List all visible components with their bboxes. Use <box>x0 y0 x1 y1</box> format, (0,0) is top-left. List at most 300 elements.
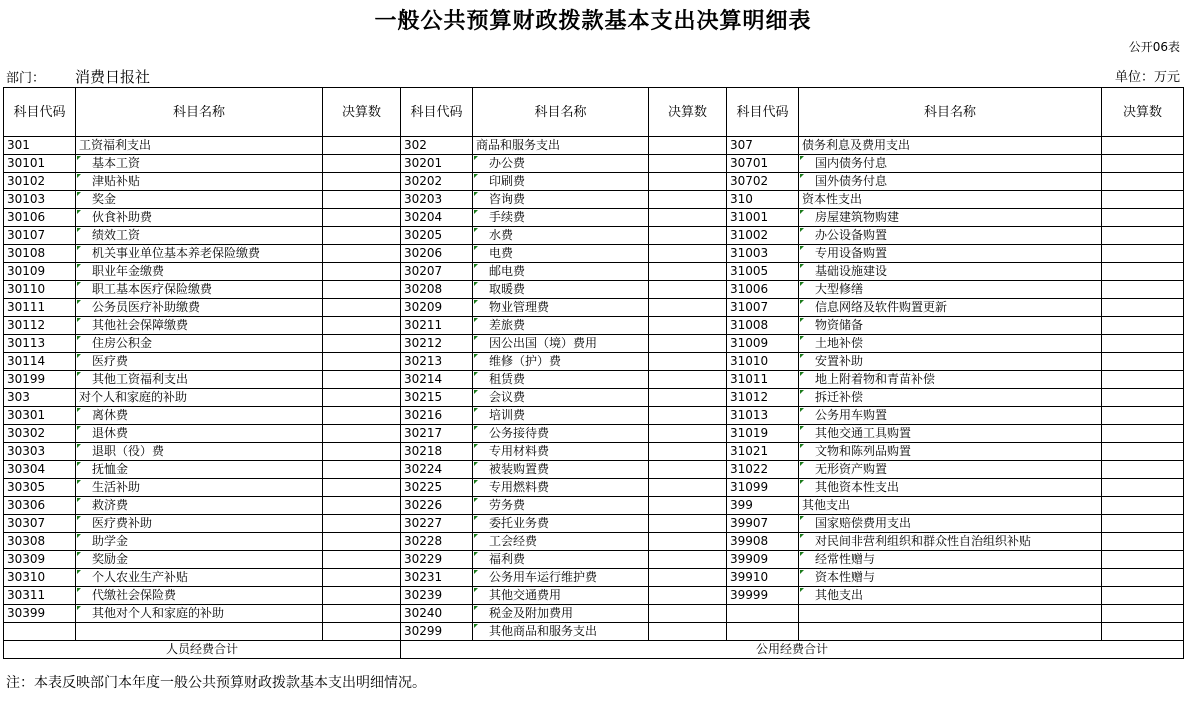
table-row <box>4 497 1184 515</box>
subject-name-cell: 其他交通工具购置 <box>799 425 1102 443</box>
final-amount-cell <box>1102 191 1184 209</box>
final-amount-cell <box>649 605 727 623</box>
subject-name-cell <box>799 623 1102 641</box>
table-row <box>4 569 1184 587</box>
subject-name-cell: 商品和服务支出 <box>473 137 649 155</box>
table-row <box>4 245 1184 263</box>
final-amount-cell <box>323 425 401 443</box>
final-amount-cell <box>649 137 727 155</box>
final-amount-cell <box>649 407 727 425</box>
final-amount-cell <box>1102 353 1184 371</box>
totals-row <box>4 641 1184 659</box>
table-row <box>4 515 1184 533</box>
table-row <box>4 353 1184 371</box>
subject-name-cell: 救济费 <box>76 497 323 515</box>
subject-name-cell: 抚恤金 <box>76 461 323 479</box>
subject-name-cell: 专用设备购置 <box>799 245 1102 263</box>
final-amount-cell <box>323 461 401 479</box>
subject-name-cell: 公务用车购置 <box>799 407 1102 425</box>
subject-name-cell: 工资福利支出 <box>76 137 323 155</box>
table-row <box>4 173 1184 191</box>
table-row <box>4 425 1184 443</box>
subject-name-cell: 文物和陈列品购置 <box>799 443 1102 461</box>
table-row <box>4 389 1184 407</box>
table-row <box>4 263 1184 281</box>
subject-name-cell: 其他支出 <box>799 497 1102 515</box>
final-amount-cell <box>323 353 401 371</box>
subject-name-cell: 住房公积金 <box>76 335 323 353</box>
subject-code-cell: 30113 <box>4 335 76 353</box>
subject-code-cell: 30202 <box>401 173 473 191</box>
subject-name-cell: 医疗费补助 <box>76 515 323 533</box>
subject-code-cell: 39908 <box>727 533 799 551</box>
subject-name-cell: 物业管理费 <box>473 299 649 317</box>
subject-code-cell: 30112 <box>4 317 76 335</box>
final-amount-cell <box>1102 245 1184 263</box>
subject-code-cell: 30208 <box>401 281 473 299</box>
column-header: 科目代码 <box>4 88 76 137</box>
subject-name-cell: 咨询费 <box>473 191 649 209</box>
final-amount-cell <box>323 371 401 389</box>
subject-name-cell: 公务接待费 <box>473 425 649 443</box>
table-row <box>4 209 1184 227</box>
subject-code-cell: 30109 <box>4 263 76 281</box>
subject-code-cell: 30101 <box>4 155 76 173</box>
column-header: 科目名称 <box>799 88 1102 137</box>
subject-name-cell <box>799 605 1102 623</box>
subject-code-cell: 30229 <box>401 551 473 569</box>
subject-name-cell: 邮电费 <box>473 263 649 281</box>
column-header: 科目代码 <box>401 88 473 137</box>
final-amount-cell <box>1102 137 1184 155</box>
subject-name-cell: 公务用车运行维护费 <box>473 569 649 587</box>
final-amount-cell <box>1102 533 1184 551</box>
table-row <box>4 551 1184 569</box>
final-amount-cell <box>1102 371 1184 389</box>
final-amount-cell <box>1102 605 1184 623</box>
subject-name-cell: 维修（护）费 <box>473 353 649 371</box>
final-amount-cell <box>1102 479 1184 497</box>
unit-label: 单位：万元 <box>1114 70 1180 85</box>
subject-code-cell: 31008 <box>727 317 799 335</box>
subject-code-cell: 30311 <box>4 587 76 605</box>
subject-code-cell: 30239 <box>401 587 473 605</box>
final-amount-cell <box>649 155 727 173</box>
table-row <box>4 605 1184 623</box>
final-amount-cell <box>323 227 401 245</box>
final-amount-cell <box>323 497 401 515</box>
subject-code-cell: 302 <box>401 137 473 155</box>
final-amount-cell <box>323 605 401 623</box>
subject-name-cell: 基本工资 <box>76 155 323 173</box>
subject-name-cell: 债务利息及费用支出 <box>799 137 1102 155</box>
final-amount-cell <box>649 371 727 389</box>
department-name: 消费日报社 <box>75 68 151 86</box>
subject-name-cell: 绩效工资 <box>76 227 323 245</box>
subject-code-cell: 30305 <box>4 479 76 497</box>
final-amount-cell <box>649 425 727 443</box>
final-amount-cell <box>1102 461 1184 479</box>
department-label: 部门： <box>6 71 46 86</box>
final-amount-cell <box>649 587 727 605</box>
subject-name-cell: 其他资本性支出 <box>799 479 1102 497</box>
final-amount-cell <box>1102 569 1184 587</box>
subject-name-cell: 无形资产购置 <box>799 461 1102 479</box>
final-amount-cell <box>1102 587 1184 605</box>
subject-code-cell: 31003 <box>727 245 799 263</box>
subject-name-cell: 奖金 <box>76 191 323 209</box>
table-row <box>4 587 1184 605</box>
header-row <box>4 88 1184 137</box>
column-header: 科目代码 <box>727 88 799 137</box>
subject-code-cell: 31001 <box>727 209 799 227</box>
subject-code-cell <box>4 623 76 641</box>
subject-name-cell: 福利费 <box>473 551 649 569</box>
final-amount-cell <box>323 623 401 641</box>
subject-name-cell: 水费 <box>473 227 649 245</box>
final-amount-cell <box>649 299 727 317</box>
column-header: 科目名称 <box>76 88 323 137</box>
final-amount-cell <box>1102 227 1184 245</box>
subject-name-cell: 租赁费 <box>473 371 649 389</box>
final-amount-cell <box>323 533 401 551</box>
subject-code-cell: 30108 <box>4 245 76 263</box>
subject-code-cell: 31099 <box>727 479 799 497</box>
subject-name-cell: 培训费 <box>473 407 649 425</box>
final-amount-cell <box>323 389 401 407</box>
subject-name-cell: 经常性赠与 <box>799 551 1102 569</box>
final-amount-cell <box>323 155 401 173</box>
final-amount-cell <box>323 209 401 227</box>
table-row <box>4 479 1184 497</box>
subject-code-cell: 30228 <box>401 533 473 551</box>
subject-name-cell: 税金及附加费用 <box>473 605 649 623</box>
subject-code-cell: 39909 <box>727 551 799 569</box>
subject-name-cell: 对个人和家庭的补助 <box>76 389 323 407</box>
subject-name-cell: 其他交通费用 <box>473 587 649 605</box>
final-amount-cell <box>1102 551 1184 569</box>
final-amount-cell <box>323 137 401 155</box>
subject-name-cell: 办公设备购置 <box>799 227 1102 245</box>
subject-code-cell: 307 <box>727 137 799 155</box>
subject-code-cell: 31019 <box>727 425 799 443</box>
subject-code-cell: 30102 <box>4 173 76 191</box>
department-info <box>6 66 150 87</box>
table-row <box>4 227 1184 245</box>
table-code: 公开06表 <box>1128 40 1180 54</box>
subject-code-cell: 30205 <box>401 227 473 245</box>
subject-code-cell: 30307 <box>4 515 76 533</box>
subject-code-cell: 30308 <box>4 533 76 551</box>
subject-code-cell: 30299 <box>401 623 473 641</box>
final-amount-cell <box>649 515 727 533</box>
expenditure-table <box>3 87 1184 659</box>
final-amount-cell <box>323 173 401 191</box>
final-amount-cell <box>649 227 727 245</box>
subject-code-cell: 31011 <box>727 371 799 389</box>
final-amount-cell <box>649 461 727 479</box>
subject-code-cell: 30310 <box>4 569 76 587</box>
page-title: 一般公共预算财政拨款基本支出决算明细表 <box>374 9 812 34</box>
subject-name-cell: 信息网络及软件购置更新 <box>799 299 1102 317</box>
final-amount-cell <box>649 335 727 353</box>
final-amount-cell <box>323 515 401 533</box>
final-amount-cell <box>649 389 727 407</box>
column-header: 决算数 <box>1102 88 1184 137</box>
subject-name-cell: 房屋建筑物购建 <box>799 209 1102 227</box>
subject-code-cell: 30211 <box>401 317 473 335</box>
subject-code-cell: 30110 <box>4 281 76 299</box>
subject-code-cell: 30203 <box>401 191 473 209</box>
final-amount-cell <box>1102 335 1184 353</box>
subject-name-cell: 工会经费 <box>473 533 649 551</box>
subject-name-cell: 办公费 <box>473 155 649 173</box>
subject-name-cell: 医疗费 <box>76 353 323 371</box>
final-amount-cell <box>323 551 401 569</box>
subject-code-cell: 31022 <box>727 461 799 479</box>
subject-name-cell: 国内债务付息 <box>799 155 1102 173</box>
subject-name-cell <box>76 623 323 641</box>
final-amount-cell <box>323 443 401 461</box>
subject-name-cell: 资本性赠与 <box>799 569 1102 587</box>
subject-name-cell: 其他社会保障缴费 <box>76 317 323 335</box>
subject-name-cell: 基础设施建设 <box>799 263 1102 281</box>
subject-name-cell: 安置补助 <box>799 353 1102 371</box>
subject-code-cell: 30206 <box>401 245 473 263</box>
subject-name-cell: 手续费 <box>473 209 649 227</box>
subject-code-cell: 30217 <box>401 425 473 443</box>
subject-name-cell: 奖励金 <box>76 551 323 569</box>
subject-name-cell: 因公出国（境）费用 <box>473 335 649 353</box>
final-amount-cell <box>1102 497 1184 515</box>
table-row <box>4 533 1184 551</box>
subject-name-cell: 退休费 <box>76 425 323 443</box>
subject-name-cell: 个人农业生产补贴 <box>76 569 323 587</box>
subject-code-cell: 31021 <box>727 443 799 461</box>
final-amount-cell <box>1102 209 1184 227</box>
subject-code-cell: 30304 <box>4 461 76 479</box>
subject-code-cell: 30240 <box>401 605 473 623</box>
subject-code-cell: 30111 <box>4 299 76 317</box>
subject-name-cell: 津贴补贴 <box>76 173 323 191</box>
subject-name-cell: 被装购置费 <box>473 461 649 479</box>
subject-code-cell: 30218 <box>401 443 473 461</box>
subject-code-cell: 30204 <box>401 209 473 227</box>
final-amount-cell <box>323 263 401 281</box>
subject-code-cell: 39907 <box>727 515 799 533</box>
final-amount-cell <box>649 281 727 299</box>
subject-name-cell: 其他支出 <box>799 587 1102 605</box>
final-amount-cell <box>649 533 727 551</box>
subject-code-cell: 30212 <box>401 335 473 353</box>
table-row <box>4 191 1184 209</box>
column-header: 决算数 <box>323 88 401 137</box>
subject-name-cell: 国外债务付息 <box>799 173 1102 191</box>
subject-code-cell: 30216 <box>401 407 473 425</box>
final-amount-cell <box>1102 155 1184 173</box>
subject-code-cell: 30309 <box>4 551 76 569</box>
table-row <box>4 281 1184 299</box>
subject-code-cell: 39910 <box>727 569 799 587</box>
final-amount-cell <box>649 245 727 263</box>
subject-code-cell: 31013 <box>727 407 799 425</box>
final-amount-cell <box>1102 515 1184 533</box>
subject-code-cell: 30201 <box>401 155 473 173</box>
table-row <box>4 137 1184 155</box>
table-row <box>4 317 1184 335</box>
subject-code-cell: 30207 <box>401 263 473 281</box>
final-amount-cell <box>323 569 401 587</box>
table-row <box>4 299 1184 317</box>
subject-code-cell: 30209 <box>401 299 473 317</box>
subject-code-cell <box>727 605 799 623</box>
subject-name-cell: 劳务费 <box>473 497 649 515</box>
table-row <box>4 155 1184 173</box>
subject-name-cell: 差旅费 <box>473 317 649 335</box>
subject-name-cell: 国家赔偿费用支出 <box>799 515 1102 533</box>
subject-code-cell: 30231 <box>401 569 473 587</box>
subject-name-cell: 代缴社会保险费 <box>76 587 323 605</box>
subject-code-cell: 31012 <box>727 389 799 407</box>
subject-name-cell: 助学金 <box>76 533 323 551</box>
table-row <box>4 371 1184 389</box>
final-amount-cell <box>323 191 401 209</box>
subject-code-cell: 30114 <box>4 353 76 371</box>
subject-code-cell: 30199 <box>4 371 76 389</box>
final-amount-cell <box>1102 299 1184 317</box>
subject-code-cell: 30107 <box>4 227 76 245</box>
subject-name-cell: 电费 <box>473 245 649 263</box>
subject-name-cell: 会议费 <box>473 389 649 407</box>
subject-name-cell: 专用材料费 <box>473 443 649 461</box>
subject-code-cell: 39999 <box>727 587 799 605</box>
personnel-total-label: 人员经费合计 <box>4 641 401 659</box>
final-amount-cell <box>649 443 727 461</box>
subject-name-cell: 生活补助 <box>76 479 323 497</box>
subject-code-cell: 31010 <box>727 353 799 371</box>
subject-code-cell: 30701 <box>727 155 799 173</box>
subject-name-cell: 其他工资福利支出 <box>76 371 323 389</box>
subject-code-cell: 303 <box>4 389 76 407</box>
subject-name-cell: 对民间非营利组织和群众性自治组织补贴 <box>799 533 1102 551</box>
subject-code-cell: 31002 <box>727 227 799 245</box>
subject-name-cell: 委托业务费 <box>473 515 649 533</box>
final-amount-cell <box>323 335 401 353</box>
subject-name-cell: 印刷费 <box>473 173 649 191</box>
subject-name-cell: 拆迁补偿 <box>799 389 1102 407</box>
final-amount-cell <box>1102 281 1184 299</box>
subject-name-cell: 大型修缮 <box>799 281 1102 299</box>
subject-name-cell: 伙食补助费 <box>76 209 323 227</box>
subject-code-cell: 30301 <box>4 407 76 425</box>
table-body <box>4 137 1184 641</box>
subject-name-cell: 取暖费 <box>473 281 649 299</box>
subject-code-cell <box>727 623 799 641</box>
subject-code-cell: 30215 <box>401 389 473 407</box>
subject-name-cell: 资本性支出 <box>799 191 1102 209</box>
subject-name-cell: 职业年金缴费 <box>76 263 323 281</box>
subject-code-cell: 30106 <box>4 209 76 227</box>
subject-code-cell: 30214 <box>401 371 473 389</box>
final-amount-cell <box>649 173 727 191</box>
final-amount-cell <box>323 281 401 299</box>
final-amount-cell <box>1102 317 1184 335</box>
final-amount-cell <box>323 317 401 335</box>
subject-name-cell: 其他商品和服务支出 <box>473 623 649 641</box>
final-amount-cell <box>1102 263 1184 281</box>
final-amount-cell <box>649 353 727 371</box>
public-total-label: 公用经费合计 <box>401 641 1184 659</box>
final-amount-cell <box>649 209 727 227</box>
subject-code-cell: 30302 <box>4 425 76 443</box>
final-amount-cell <box>649 263 727 281</box>
subject-code-cell: 30103 <box>4 191 76 209</box>
final-amount-cell <box>649 551 727 569</box>
subject-name-cell: 职工基本医疗保险缴费 <box>76 281 323 299</box>
final-amount-cell <box>1102 623 1184 641</box>
subject-code-cell: 30226 <box>401 497 473 515</box>
subject-name-cell: 公务员医疗补助缴费 <box>76 299 323 317</box>
final-amount-cell <box>323 407 401 425</box>
table-row <box>4 407 1184 425</box>
subject-code-cell: 30225 <box>401 479 473 497</box>
final-amount-cell <box>323 245 401 263</box>
subject-name-cell: 机关事业单位基本养老保险缴费 <box>76 245 323 263</box>
subject-code-cell: 310 <box>727 191 799 209</box>
final-amount-cell <box>1102 425 1184 443</box>
final-amount-cell <box>649 497 727 515</box>
subject-code-cell: 30306 <box>4 497 76 515</box>
final-amount-cell <box>649 623 727 641</box>
subject-code-cell: 30303 <box>4 443 76 461</box>
table-row <box>4 443 1184 461</box>
final-amount-cell <box>1102 173 1184 191</box>
subject-code-cell: 30399 <box>4 605 76 623</box>
table-row <box>4 623 1184 641</box>
final-amount-cell <box>1102 407 1184 425</box>
subject-code-cell: 31005 <box>727 263 799 281</box>
subject-code-cell: 30227 <box>401 515 473 533</box>
subject-code-cell: 30224 <box>401 461 473 479</box>
final-amount-cell <box>649 317 727 335</box>
subject-code-cell: 31009 <box>727 335 799 353</box>
subject-name-cell: 物资储备 <box>799 317 1102 335</box>
subject-name-cell: 离休费 <box>76 407 323 425</box>
final-amount-cell <box>323 587 401 605</box>
column-header: 决算数 <box>649 88 727 137</box>
subject-code-cell: 399 <box>727 497 799 515</box>
final-amount-cell <box>1102 443 1184 461</box>
final-amount-cell <box>649 191 727 209</box>
final-amount-cell <box>649 569 727 587</box>
table-row <box>4 461 1184 479</box>
footnote: 注：本表反映部门本年度一般公共预算财政拨款基本支出明细情况。 <box>6 675 426 691</box>
column-header: 科目名称 <box>473 88 649 137</box>
subject-name-cell: 专用燃料费 <box>473 479 649 497</box>
subject-code-cell: 30702 <box>727 173 799 191</box>
subject-name-cell: 土地补偿 <box>799 335 1102 353</box>
final-amount-cell <box>323 479 401 497</box>
subject-code-cell: 31007 <box>727 299 799 317</box>
subject-name-cell: 退职（役）费 <box>76 443 323 461</box>
subject-name-cell: 地上附着物和青苗补偿 <box>799 371 1102 389</box>
subject-code-cell: 301 <box>4 137 76 155</box>
subject-code-cell: 31006 <box>727 281 799 299</box>
final-amount-cell <box>1102 389 1184 407</box>
final-amount-cell <box>649 479 727 497</box>
final-amount-cell <box>323 299 401 317</box>
subject-code-cell: 30213 <box>401 353 473 371</box>
